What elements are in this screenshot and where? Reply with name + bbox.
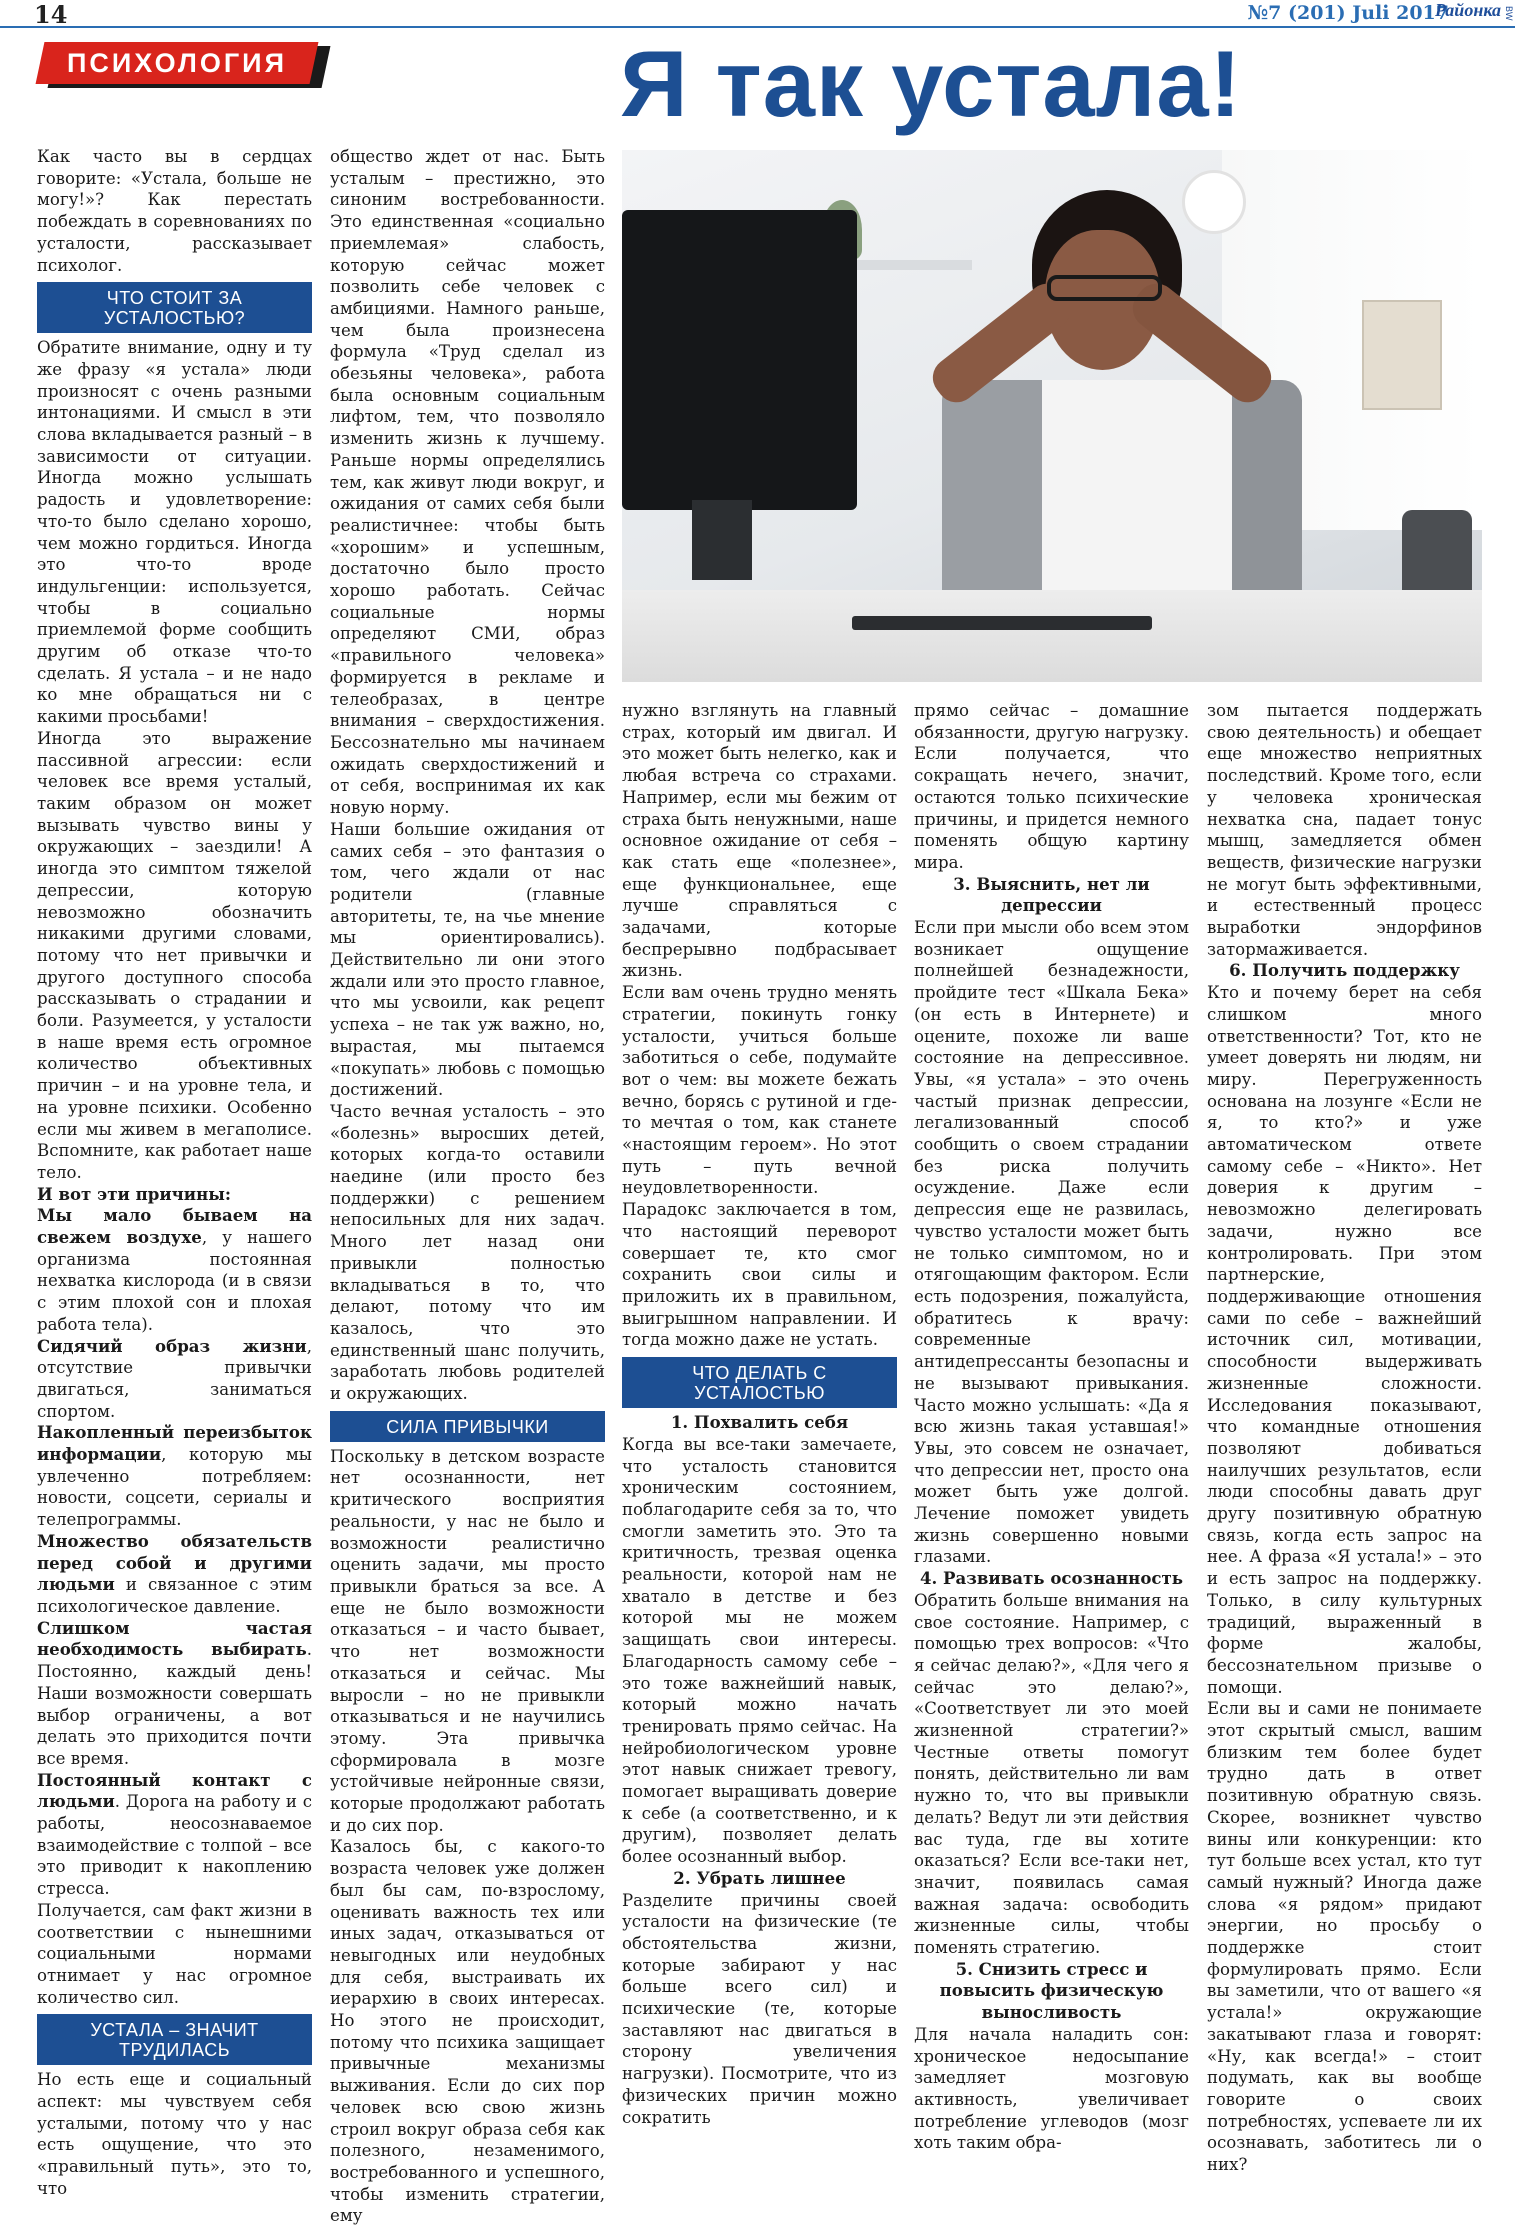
tired-woman-photo [622,150,1482,682]
paragraph: Когда вы все-таки замечаете, что усталость становится хроническим состоянием, поблагодарите себя за то, что смогли заметить это. Это та критичность, трезвая оценка реальности, которой нам не хватало в детстве и без которой мы не можем защищать свои интересы. Благодарность самому себе – это тоже важнейший навык, который можно начать тренировать прямо сейчас. На нейробиологическом уровне этот навык снижает тревогу, помогает выращивать доверие к себе (а соответственно, и к другим), позволяет делать более осознанный выбор. [622,1434,897,1867]
paragraph: Обратить больше внимания на свое состояние. Например, с помощью трех вопросов: «Что я сейчас делаю?», «Для чего я сейчас это делаю?», «Соответствует ли это моей жизненной стратегии?» Честные ответы помогут понять, действительно ли вам нужно то, что вы привыкли делать? Ведут ли эти действия вас туда, где вы хотите оказаться? Если все-таки нет, значит, появилась самая важная задача: освободить жизненные силы, чтобы поменять стратегию. [914,1590,1189,1958]
issue-label: №7 (201) Juli 2017 [1247,2,1449,24]
monitor-icon [622,210,857,510]
brand-logo: Районка [1435,0,1501,20]
list-item-text: , отсутствие привычки двигаться, заниматься спортом. [37,1336,312,1421]
paragraph: прямо сейчас – домашние обязанности, другую нагрузку. Если получается, что сокращать нечего, значит, остаются только психические причины, и придется немного поменять общую картину мира. [914,701,1189,872]
list-item-text: . Постоянно, каждый день! Наши возможности совершать выбор ограничены, а вот делать это приходится почти все время. [37,1640,312,1768]
paragraph: Часто вечная усталость – это «болезнь» выросших детей, которых когда-то оставили наедине (или просто без поддержки) с решением непосильных для них задач. Много лет назад они привыкли полностью вкладываться в то, что делают, потому что им казалось, что это единственный шанс получить, заработать любовь родителей и окружающих. [330,1101,605,1404]
subheading: 5. Снизить стресс и повысить физическую выносливость [939,1958,1164,2023]
subheading: 1. Похвалить себя [670,1412,849,1433]
paragraph: нужно взглянуть на главный страх, который им двигал. И это может быть нелегко, как и любая встреча со страхами. Например, если мы бежим от страха быть ненужными, наше основное ожидание от себя – как стать еще «полезнее», еще функциональнее, еще лучше справляться с задачами, которые беспрерывно подбрасывает жизнь. [622,701,897,981]
subheading: 3. Выяснить, нет ли депрессии [953,873,1150,916]
paragraph: Кто и почему берет на себя слишком много ответственности? Тот, кто не умеет доверять ни людям, ни миру. Перегруженность основана на лозунге «Если не я, то кто?» и уже автоматическом ответе самому себе – «Никто». Нет доверия к другим – невозможно делегировать задачи, нужно все контролировать. При этом партнерские, поддерживающие отношения сами по себе – важнейший источник сил, мотивации, способности выдерживать жизненные сложности. Исследования показывают, что командные отношения позволяют добиваться наилучших результатов, если люди способны давать друг другу позитивную обратную связь, когда есть запрос на нее. А фраза «Я устала!» – это и есть запрос на поддержку. Только, в силу культурных традиций, выраженный в форме жалобы, бессознательном призыве о помощи. [1207,983,1482,1697]
picture-frame [1362,300,1442,410]
rubric-label: ПСИХОЛОГИЯ [66,48,287,78]
subheading: 6. Получить поддержку [1229,960,1460,981]
section-header: СИЛА ПРИВЫЧКИ [330,1411,605,1442]
list-item [37,1770,312,1900]
section-header: УСТАЛА – ЗНАЧИТ ТРУДИЛАСЬ [37,2014,312,2065]
keyboard-icon [852,616,1152,630]
shirt [1042,380,1232,595]
paragraph: Для начала наладить сон: хроническое недосыпание замедляет мозговую активность, увеличивает потребление углеводов (мозг хоть таким обра- [914,2024,1189,2153]
paragraph: Но есть еще и социальный аспект: мы чувствуем себя усталыми, потому что у нас есть ощущение, что это «правильный путь», это то, что [37,2070,312,2198]
subheading: 4. Развивать осознанность [919,1568,1184,1589]
paragraph: Получается, сам факт жизни в соответствии с нынешними социальными нормами отнимает у нас огромное количество сил. [37,1900,312,2007]
article-headline: Я так устала! [620,31,1242,136]
column-4 [914,700,1189,2154]
list-heading: И вот эти причины: [37,1183,231,1204]
list-item [37,1422,312,1531]
desk [622,590,1482,682]
list-item-bold: Множество обязательств перед собой и другими людьми [37,1530,312,1595]
paragraph: Разделите причины своей усталости на физические (те обстоятельства жизни, которые забирают у нас больше всего сил) и психические (те, которые заставляют нас двигаться в сторону увеличения нагрузки). Посмотрите, что из физических причин можно сократить [622,1890,897,2127]
glasses-icon [1047,275,1162,301]
paragraph: общество ждет от нас. Быть усталым – престижно, это синоним востребованности. Это единственная «социально приемлемая» слабость, которую сейчас может позволить себе человек с амбициями. Намного раньше, чем была произнесена формула «Труд сделал из обезьяны человека», работа была основным социальным лифтом, тем, что позволяло изменить жизнь к лучшему. Раньше нормы определялись тем, как живут люди вокруг, и ожидания от самих себя были реалистичнее: чтобы быть «хорошим» и успешным, достаточно было просто хорошо работать. Сейчас социальные нормы определяют СМИ, образ «правильного человека» формируется в рекламе и телеобразах, в центре внимания – сверхдостижения. Бессознательно мы начинаем ожидать сверхдостижений и от себя, воспринимая их как новую норму. [330,147,605,818]
paragraph: Если вам очень трудно менять стратегии, покинуть гонку усталости, учиться больше заботиться о себе, подумайте вот о чем: вы можете бежать вечно, борясь с рутиной и где-то мечтая о том, как станете «настоящим героем». Но этот путь – путь вечной неудовлетворенности. Парадокс заключается в том, что настоящий переворот совершает те, кто смог сохранить свои силы и приложить их в правильном, выигрышном направлении. И тогда можно даже не устать. [622,983,897,1350]
section-header: ЧТО СТОИТ ЗА УСТАЛОСТЬЮ? [37,282,312,333]
list-item-bold: Мы мало бываем на свежем воздухе [37,1205,312,1248]
list-item-text: , которую мы увлеченно потребляем: новости, соцсети, сериалы и телепрограммы. [37,1445,312,1530]
list-item-text: , у нашего организма постоянная нехватка кислорода (и в связи с этим плохой сон и плохая работа тела). [37,1228,312,1334]
list-item-text: . Дорога на работу и с работы, неосознаваемое взаимодействие с толпой – все это приводит к накоплению стресса. [37,1792,312,1899]
paragraph: Если вы и сами не понимаете этот скрытый смысл, вашим близким тем более будет трудно дать в ответ позитивную обратную связь. Скорее, возникнет чувство вины или конкуренции: кто тут больше всех устал, кто тут самый нужный? Иногда даже слова «я рядом» придают энергии, но просьбу о поддержке стоит формулировать прямо. Если вы заметили, что от вашего «я устала!» окружающие закатывают глаза и говорят: «Ну, как всегда!» – стоит подумать, как вы вообще говорите о своих потребностях, успеваете ли их осознавать, заботитесь ли о них? [1207,1699,1482,2175]
column-5 [1207,700,1482,2176]
list-item [37,1336,312,1423]
column-1 [37,146,312,2200]
lead-paragraph: Как часто вы в сердцах говорите: «Устала, больше не могу!»? Как перестать побеждать в соревнованиях по усталости, рассказывает психолог. [37,147,312,275]
paragraph: зом пытается поддержать свою деятельность) и обещает еще множество неприятных последствий. Кроме того, если у человека хроническая нехватка сна, падает тонус мышц, замедляется обмен веществ, физические нагрузки не могут быть эффективными, и естественный процесс выработки эндорфинов затормаживается. [1207,701,1482,959]
paragraph: Если при мысли обо всем этом возникает ощущение полнейшей безнадежности, пройдите тест «Шкала Бека» (он есть в Интернете) и оцените, похоже ли ваше состояние на депрессивное. Увы, «я устала» – это очень частый признак депрессии, легализованный способ сообщить о своем страдании без риска получить осуждение. Даже если депрессия еще не развилась, чувство усталости может быть не только симптомом, но и отягощающим фактором. Если есть подозрения, пожалуйста, обратитесь к врачу: современные антидепрессанты безопасны и не вызывают привыкания. Часто можно услышать: «Да я всю жизнь такая уставшая!» Увы, это совсем не означает, что депрессии нет, просто она может быть уже долгой. Лечение поможет увидеть жизнь совершенно новыми глазами. [914,918,1189,1567]
list-item-bold: Слишком частая необходимость выбирать [37,1617,312,1660]
list-item-bold: Постоянный контакт с людьми [37,1769,312,1812]
bag-icon [1402,510,1472,600]
monitor-stand [692,500,752,580]
paragraph: Наши большие ожидания от самих себя – это фантазия о том, чего ждали от нас родители (главные авторитеты, те, на чье мнение мы ориентировались). Действительно ли они этого ждали или это просто главное, что мы усвоили, как рецепт успеха – не так уж важно, но, вырастая, мы пытаемся «покупать» любовь с помощью достижений. [330,819,605,1100]
list-item [37,1531,312,1618]
subheading: 2. Убрать лишнее [673,1867,846,1888]
list-item [37,1618,312,1770]
list-item-bold: Накопленный переизбыток информации [37,1422,312,1465]
paragraph: Иногда это выражение пассивной агрессии: если человек все время усталый, таким образом он может вызывать чувство вины у окружающих – заездили! А иногда это симптом тяжелой депрессии, которую невозможно обозначить никакими другими словами, потому что нет привычки и другого доступного способа рассказывать о страдании и боли. Разумеется, у усталости в наше время есть огромное количество объективных причин – и на уровне тела, и на уровне психики. Особенно если мы живем в мегаполисе. Вспомните, как работает наше тело. [37,728,312,1182]
list-item-text: и связанное с этим психологическое давление. [37,1575,312,1616]
paragraph: Казалось бы, с какого-то возраста человек уже должен был бы сам, по-взрослому, оценивать важность тех или иных задач, отказываться от невыгодных или неудобных для себя, выстраивать их иерархию в своих интересах. Но этого не происходит, потому что психика защищает привычные механизмы выживания. Если до сих пор человек всю свою жизнь строил вокруг образа себя как полезного, незаменимого, востребованного и успешного, чтобы изменить стратегии, ему [330,1837,605,2226]
column-3 [622,700,897,2128]
column-2 [330,146,605,2227]
paragraph: Поскольку в детском возрасте нет осознанности, нет критического восприятия реальности, у нас не было и возможности реалистично оценить задачи, мы просто привыкли браться за все. А еще не было возможности отказаться – и часто бывает, что нет возможности отказаться и сейчас. Мы выросли – но не привыкли отказываться и не научились этому. Эта привычка сформировала в мозге устойчивые нейронные связи, которые продолжают работать и до сих пор. [330,1446,605,1835]
wall-clock-icon [1182,170,1246,234]
section-header: ЧТО ДЕЛАТЬ С УСТАЛОСТЬЮ [622,1357,897,1408]
list-item-bold: Сидячий образ жизни [37,1335,307,1356]
list-item [37,1205,312,1335]
paragraph: Обратите внимание, одну и ту же фразу «я устала» люди произносят с очень разными интонациями. И смысл в эти слова вкладывается разный – в зависимости от ситуации. Иногда можно услышать радость и удовлетворение: что-то было сделано хорошо, чем можно гордиться. Иногда это что-то вроде индульгенции: используется, чтобы в социально приемлемой форме сообщить другим об отказе что-то сделать. Я устала – и не надо ко мне обращаться ни с какими просьбами! [37,338,312,727]
page-number: 14 [34,0,68,29]
brand-side-text: BW [1504,6,1514,21]
